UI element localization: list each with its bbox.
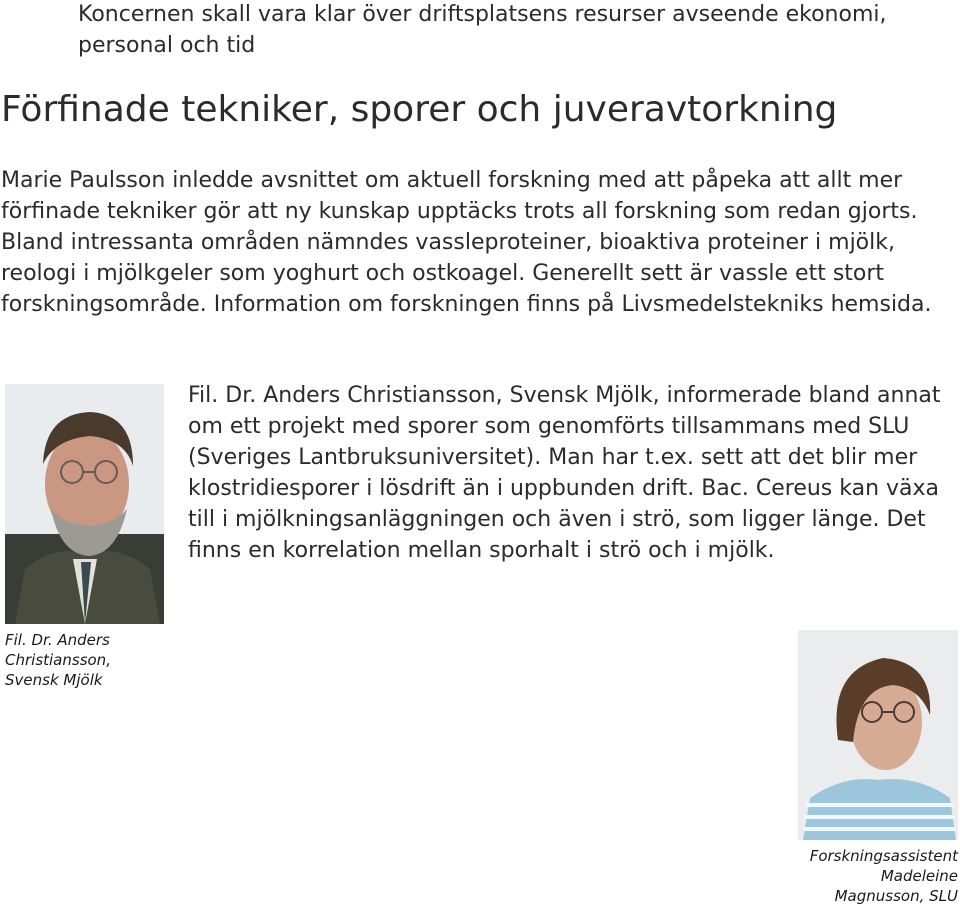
- intro-text: Koncernen skall vara klar över driftsplatsens resurser avseende ekonomi, personal och tid: [78, 2, 887, 58]
- caption-line: Forskningsassistent: [809, 847, 958, 865]
- paragraph-research: Marie Paulsson inledde avsnittet om aktuell forskning med att påpeka att allt mer förfinade tekniker gör att ny kunskap upptäcks trots all forskning som redan gjorts. Bland intressanta områden nämndes vassleproteiner, bioaktiva proteiner i mjölk, reologi i mjölkgeler som yoghurt och ostkoagel. Generellt sett är vassle ett stort forskningsområde. Information om forskningen finns på Livsmedelstekniks hemsida.: [1, 168, 932, 317]
- caption-line: Madeleine: [880, 867, 958, 885]
- section-heading: Förfinade tekniker, sporer och juveravtorkning: [1, 89, 838, 130]
- photo-madeleine-magnusson: [798, 630, 958, 840]
- caption-madeleine-magnusson: [770, 846, 958, 906]
- caption-line: Fil. Dr. Anders: [5, 631, 110, 649]
- caption-line: Magnusson, SLU: [834, 887, 958, 905]
- caption-line: Svensk Mjölk: [5, 671, 103, 689]
- caption-anders-christiansson: [5, 630, 165, 690]
- photo-anders-christiansson: [5, 384, 164, 624]
- caption-line: Christiansson,: [5, 651, 111, 669]
- paragraph-spores: Fil. Dr. Anders Christiansson, Svensk Mjölk, informerade bland annat om ett projekt med sporer som genomförts tillsammans med SLU (Sveriges Lantbruksuniversitet). Man har t.ex. sett att det blir mer klostridiesporer i lösdrift än i uppbunden drift. Bac. Cereus kan växa till i mjölkningsanläggningen och även i strö, som ligger länge. Det finns en korrelation mellan sporhalt i strö och i mjölk.: [188, 383, 941, 563]
